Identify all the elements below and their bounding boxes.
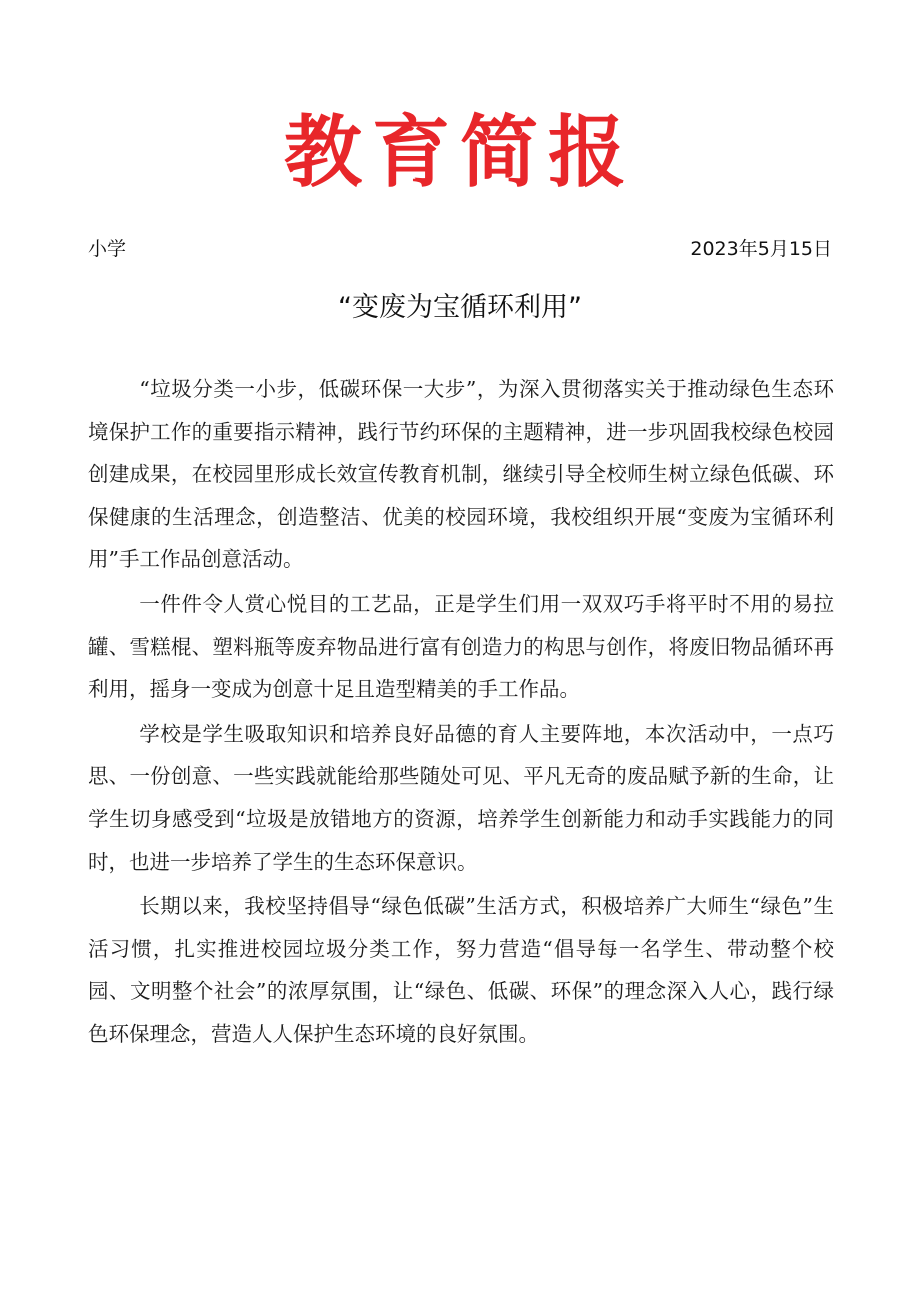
paragraph: 学校是学生吸取知识和培养良好品德的育人主要阵地，本次活动中，一点巧思、一份创意、一些实践就能给那些随处可见、平凡无奇的废品赋予新的生命，让学生切身感受到“垃圾是放错地方的资源，培养学生创新能力和动手实践能力的同时，也进一步培养了学生的生态环保意识。 [88,721,834,874]
meta-row [88,234,832,264]
article-title: “变废为宝循环利用” [338,292,582,323]
paragraph: “垃圾分类一小步，低碳环保一大步”，为深入贯彻落实关于推动绿色生态环境保护工作的重要指示精神，践行节约环保的主题精神，进一步巩固我校绿色校园创建成果，在校园里形成长效宣传教育机制，继续引导全校师生树立绿色低碳、环保健康的生活理念，创造整洁、优美的校园环境，我校组织开展“变废为宝循环利用”手工作品创意活动。 [88,377,834,572]
school-name: 小学 [88,238,127,260]
article-body [88,368,834,1056]
paragraph: 长期以来，我校坚持倡导“绿色低碳”生活方式，积极培养广大师生“绿色”生活习惯，扎实推进校园垃圾分类工作，努力营造“倡导每一名学生、带动整个校园、文明整个社会”的浓厚氛围，让“绿色、低碳、环保”的理念深入人心，践行绿色环保理念，营造人人保护生态环境的良好氛围。 [88,894,834,1046]
masthead-title: 教育简报 [283,107,636,198]
paragraph: 一件件令人赏心悦目的工艺品，正是学生们用一双双巧手将平时不用的易拉罐、雪糕棍、塑料瓶等废弃物品进行富有创造力的构思与创作，将废旧物品循环再利用，摇身一变成为创意十足且造型精美的手工作品。 [88,591,834,702]
issue-date: 2023年5月15日 [690,238,832,260]
